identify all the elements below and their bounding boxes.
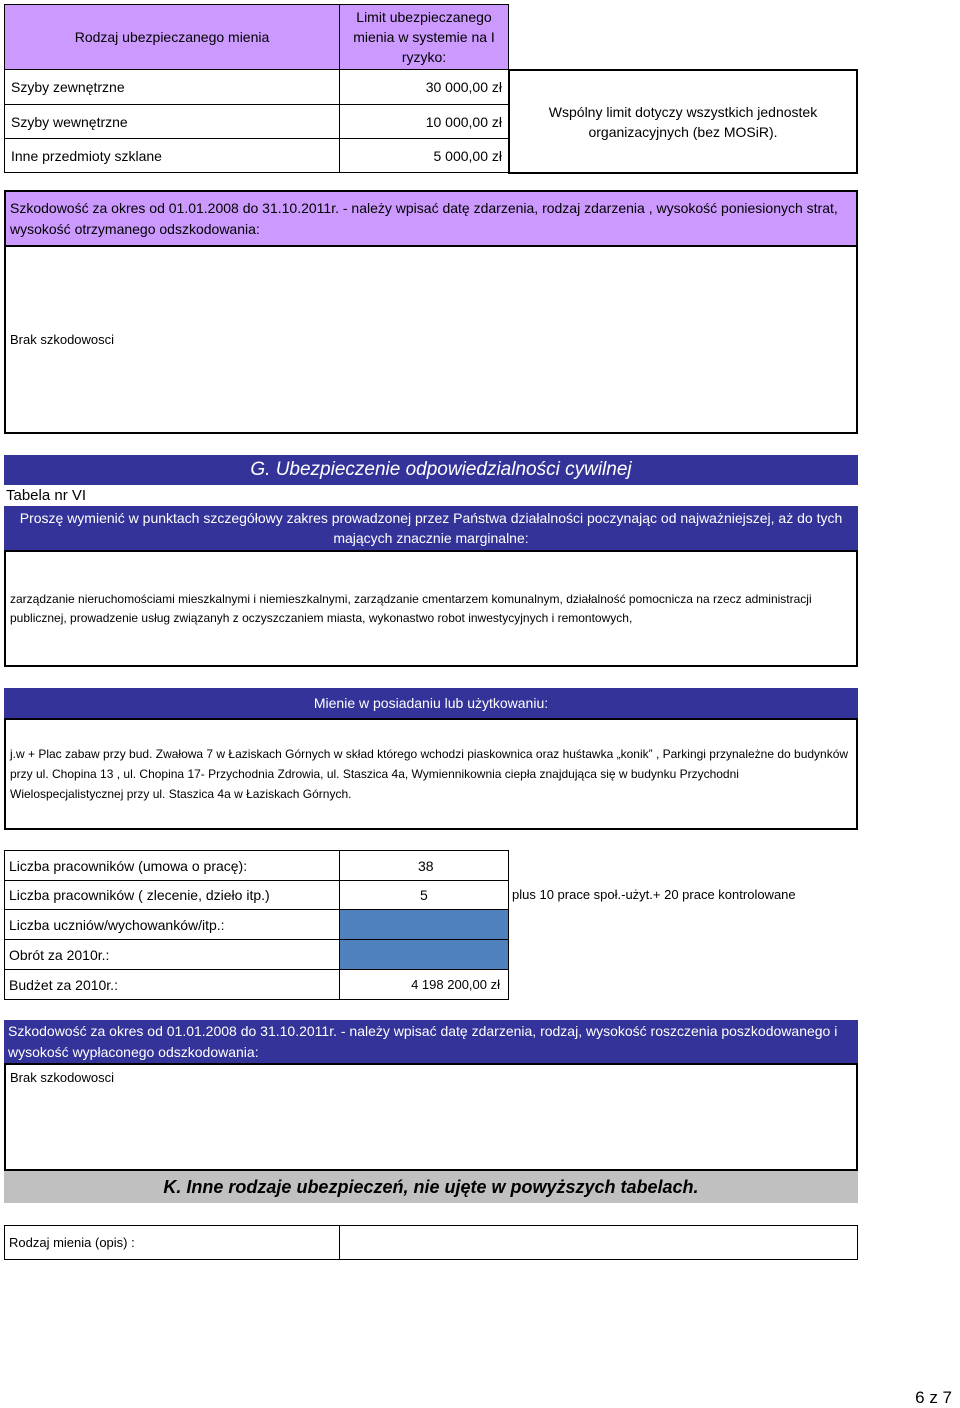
stat-label-text: Budżet za 2010r.: <box>9 976 118 993</box>
property-type-label-text: Rodzaj mienia (opis) : <box>9 1235 135 1250</box>
property-header-text: Mienie w posiadaniu lub użytkowaniu: <box>313 695 549 711</box>
stat-label-text: Liczba pracowników ( zlecenie, dzieło itp.) <box>9 887 270 903</box>
limit-value-text: 10 000,00 zł <box>425 113 502 130</box>
stat-value-contract[interactable] <box>339 880 509 910</box>
stat-label-turnover <box>4 939 340 970</box>
limit-row-value <box>339 69 509 105</box>
property-body-text: j.w + Plac zabaw przy bud. Zwałowa 7 w Łaziskach Górnych w skład którego wchodzi piaskownica oraz huśtawka „konik” , Parkingi przynależne do budynków przy ul. Chopina 13 , ul. Chopina 17- Przychodnia Zdrowia, ul. Staszica 4a, Wymiennikownia ciepła znajdująca się w budynku Przychodni Wielospecjalistycznej przy ul. Staszica 4a w Łaziskach Górnych. <box>10 747 849 801</box>
limits-shared-note <box>508 69 858 174</box>
limits-header-limit-text: Limit ubezpieczanego mienia w systemie na I ryzyko: <box>353 9 495 65</box>
limit-value-text: 5 000,00 zł <box>433 147 502 164</box>
property-body[interactable] <box>4 718 858 830</box>
stat-value-turnover[interactable] <box>339 939 509 970</box>
section-g-title <box>4 455 858 485</box>
table-label <box>6 484 206 506</box>
stat-value-text: 5 <box>420 887 428 903</box>
section-k-title-text: K. Inne rodzaje ubezpieczeń, nie ujęte w powyższych tabelach. <box>163 1176 699 1197</box>
stat-value-budget[interactable] <box>339 969 509 1000</box>
limit-value-text: 30 000,00 zł <box>425 79 502 95</box>
stat-label-text: Obrót za 2010r.: <box>9 946 110 963</box>
claims2-body-text: Brak szkodowosci <box>10 1070 115 1085</box>
limit-row-value <box>339 138 509 173</box>
stat-label-text: Liczba uczniów/wychowanków/itp.: <box>9 916 225 933</box>
stat-extra-note-text: plus 10 prace społ.-użyt.+ 20 prace kontrolowane <box>512 887 796 902</box>
limit-label-text: Szyby wewnętrzne <box>11 113 128 130</box>
claims-body <box>4 245 858 434</box>
claims2-header <box>4 1020 858 1064</box>
page-number <box>915 1388 952 1408</box>
stat-value-students[interactable] <box>339 909 509 940</box>
claims-header <box>4 190 858 247</box>
stat-label-employees <box>4 850 340 881</box>
stat-value-employees[interactable] <box>339 850 509 881</box>
table-label-text: Tabela nr VI <box>6 486 87 504</box>
limit-label-text: Inne przedmioty szklane <box>11 147 162 164</box>
section-k-title <box>4 1171 858 1203</box>
limit-row-label <box>4 138 340 173</box>
activity-answer[interactable] <box>4 550 858 667</box>
stat-extra-note <box>512 880 852 910</box>
limits-note-text: Wspólny limit dotyczy wszystkich jednostek organizacyjnych (bez MOSiR). <box>548 103 818 140</box>
claims-body-text: Brak szkodowosci <box>10 331 115 347</box>
stat-label-contract <box>4 880 340 910</box>
page-number-text: 6 z 7 <box>915 1388 952 1407</box>
limits-header-limit <box>339 4 509 70</box>
section-g-title-text: G. Ubezpieczenie odpowiedzialności cywilnej <box>250 459 632 480</box>
activity-question <box>4 506 858 550</box>
activity-answer-text: zarządzanie nieruchomościami mieszkalnymi i niemieszkalnymi, zarządzanie cmentarzem komunalnym, działalność pomocnicza na rzecz administracji publicznej, prowadzenie usług związanyh z oczyszczaniem miasta, wykonastwo robot inwestycyjnych i remontowych, <box>10 591 812 625</box>
limit-row-label <box>4 104 340 139</box>
claims2-header-text: Szkodowość za okres od 01.01.2008 do 31.10.2011r. - należy wpisać datę zdarzenia, rodzaj, wysokość roszczenia poszkodowanego i wysokość wypłaconego odszkodowania: <box>8 1023 838 1060</box>
claims-header-text: Szkodowość za okres od 01.01.2008 do 31.10.2011r. - należy wpisać datę zdarzenia, rodzaj zdarzenia , wysokość poniesionych strat, wysokość otrzymanego odszkodowania: <box>10 200 838 237</box>
stat-value-text: 38 <box>418 857 434 874</box>
limit-label-text: Szyby zewnętrzne <box>11 79 125 95</box>
limit-row-label <box>4 69 340 105</box>
stat-value-text: 4 198 200,00 zł <box>411 976 500 992</box>
stat-label-text: Liczba pracowników (umowa o pracę): <box>9 857 248 874</box>
limits-header-type-text: Rodzaj ubezpieczanego mienia <box>74 29 270 45</box>
activity-question-text: Proszę wymienić w punktach szczegółowy zakres prowadzonej przez Państwa działalności poczynając od najważniejszej, aż do tych mających znacznie marginalne: <box>19 510 843 546</box>
property-type-label <box>4 1225 340 1260</box>
limits-header-type <box>4 4 340 70</box>
stat-label-students <box>4 909 340 940</box>
stat-label-budget <box>4 969 340 1000</box>
property-type-input[interactable] <box>339 1225 858 1260</box>
limit-row-value <box>339 104 509 139</box>
property-header <box>4 688 858 718</box>
claims2-body[interactable] <box>4 1063 858 1171</box>
